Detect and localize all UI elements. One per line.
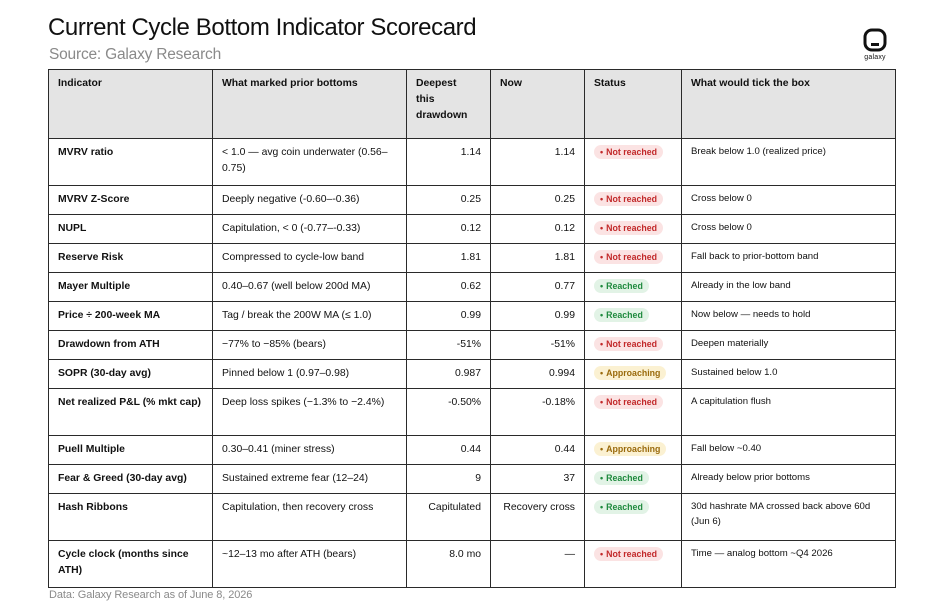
indicator-cell: Drawdown from ATH (49, 331, 213, 360)
now-cell: 0.12 (491, 215, 585, 244)
indicator-cell: Net realized P&L (% mkt cap) (49, 389, 213, 436)
tick-the-box-cell: Fall back to prior-bottom band (682, 244, 896, 273)
status-badge (594, 308, 649, 322)
status-badge (594, 547, 663, 561)
tick-the-box-cell: Already in the low band (682, 273, 896, 302)
tick-the-box-cell: Cross below 0 (682, 186, 896, 215)
status-badge (594, 192, 663, 206)
status-dot-icon: • (600, 281, 604, 291)
status-label: Not reached (606, 223, 657, 233)
indicator-cell: MVRV ratio (49, 139, 213, 186)
status-badge (594, 471, 649, 485)
tick-the-box-cell: Break below 1.0 (realized price) (682, 139, 896, 186)
status-label: Not reached (606, 252, 657, 262)
status-label: Approaching (606, 368, 661, 378)
now-cell: 1.14 (491, 139, 585, 186)
now-cell: 1.81 (491, 244, 585, 273)
footnote: Data: Galaxy Research as of June 8, 2026 (49, 589, 253, 601)
column-header-now: Now (491, 70, 585, 139)
status-cell (585, 436, 682, 465)
status-label: Not reached (606, 147, 657, 157)
now-cell: Recovery cross (491, 494, 585, 541)
status-badge (594, 279, 649, 293)
table-row (49, 541, 896, 588)
prior-bottom-cell: Deeply negative (-0.60–-0.36) (213, 186, 407, 215)
tick-the-box-cell: Time — analog bottom ~Q4 2026 (682, 541, 896, 588)
table-row (49, 436, 896, 465)
now-cell: 0.77 (491, 273, 585, 302)
now-cell: — (491, 541, 585, 588)
status-dot-icon: • (600, 473, 604, 483)
status-label: Approaching (606, 444, 661, 454)
table-row (49, 215, 896, 244)
now-cell: 0.99 (491, 302, 585, 331)
deepest-cell: -51% (407, 331, 491, 360)
status-cell (585, 186, 682, 215)
status-badge (594, 366, 666, 380)
status-label: Not reached (606, 339, 657, 349)
tick-the-box-cell: Fall below ~0.40 (682, 436, 896, 465)
galaxy-logo-icon (863, 28, 887, 52)
indicator-cell: Hash Ribbons (49, 494, 213, 541)
prior-bottom-cell: < 1.0 — avg coin underwater (0.56–0.75) (213, 139, 407, 186)
status-badge (594, 500, 649, 514)
table-row (49, 360, 896, 389)
column-header-indicator: Indicator (49, 70, 213, 139)
indicator-cell: Cycle clock (months since ATH) (49, 541, 213, 588)
status-badge (594, 395, 663, 409)
status-dot-icon: • (600, 252, 604, 262)
indicator-cell: NUPL (49, 215, 213, 244)
status-badge (594, 337, 663, 351)
status-badge (594, 442, 666, 456)
tick-the-box-cell: Cross below 0 (682, 215, 896, 244)
prior-bottom-cell: ~12–13 mo after ATH (bears) (213, 541, 407, 588)
status-dot-icon: • (600, 194, 604, 204)
tick-the-box-cell: 30d hashrate MA crossed back above 60d (Jun 6) (682, 494, 896, 541)
status-dot-icon: • (600, 368, 604, 378)
now-cell: 0.25 (491, 186, 585, 215)
indicator-cell: Puell Multiple (49, 436, 213, 465)
tick-the-box-cell: Already below prior bottoms (682, 465, 896, 494)
now-cell: 37 (491, 465, 585, 494)
page-title: Current Cycle Bottom Indicator Scorecard (48, 14, 477, 41)
page-subtitle: Source: Galaxy Research (49, 46, 222, 63)
status-cell (585, 139, 682, 186)
status-label: Reached (606, 281, 643, 291)
table-row (49, 273, 896, 302)
prior-bottom-cell: 0.40–0.67 (well below 200d MA) (213, 273, 407, 302)
prior-bottom-cell: Compressed to cycle-low band (213, 244, 407, 273)
status-cell (585, 541, 682, 588)
tick-the-box-cell: Now below — needs to hold (682, 302, 896, 331)
status-badge (594, 221, 663, 235)
deepest-cell: 0.12 (407, 215, 491, 244)
prior-bottom-cell: Sustained extreme fear (12–24) (213, 465, 407, 494)
status-cell (585, 302, 682, 331)
table-row (49, 465, 896, 494)
deepest-cell: 0.62 (407, 273, 491, 302)
deepest-cell: 8.0 mo (407, 541, 491, 588)
status-cell (585, 360, 682, 389)
indicator-cell: SOPR (30-day avg) (49, 360, 213, 389)
status-cell (585, 215, 682, 244)
prior-bottom-cell: 0.30–0.41 (miner stress) (213, 436, 407, 465)
indicator-cell: Price ÷ 200-week MA (49, 302, 213, 331)
table-row (49, 139, 896, 186)
prior-bottom-cell: Capitulation, < 0 (-0.77–-0.33) (213, 215, 407, 244)
tick-the-box-cell: Sustained below 1.0 (682, 360, 896, 389)
status-cell (585, 494, 682, 541)
deepest-cell: -0.50% (407, 389, 491, 436)
indicator-cell: Reserve Risk (49, 244, 213, 273)
now-cell: 0.994 (491, 360, 585, 389)
status-dot-icon: • (600, 549, 604, 559)
deepest-cell: 0.99 (407, 302, 491, 331)
galaxy-logo (858, 28, 892, 61)
scorecard-table (48, 69, 896, 588)
prior-bottom-cell: Pinned below 1 (0.97–0.98) (213, 360, 407, 389)
column-header-status: Status (585, 70, 682, 139)
status-dot-icon: • (600, 339, 604, 349)
status-label: Not reached (606, 194, 657, 204)
status-cell (585, 331, 682, 360)
status-dot-icon: • (600, 444, 604, 454)
status-label: Reached (606, 473, 643, 483)
tick-the-box-cell: Deepen materially (682, 331, 896, 360)
prior-bottom-cell: Deep loss spikes (−1.3% to −2.4%) (213, 389, 407, 436)
status-dot-icon: • (600, 147, 604, 157)
now-cell: 0.44 (491, 436, 585, 465)
status-label: Not reached (606, 397, 657, 407)
prior-bottom-cell: Capitulation, then recovery cross (213, 494, 407, 541)
logo-text: galaxy (864, 54, 886, 61)
status-badge (594, 250, 663, 264)
status-dot-icon: • (600, 223, 604, 233)
now-cell: -0.18% (491, 389, 585, 436)
deepest-cell: 1.81 (407, 244, 491, 273)
indicator-cell: Mayer Multiple (49, 273, 213, 302)
status-cell (585, 244, 682, 273)
deepest-cell: Capitulated (407, 494, 491, 541)
table-row (49, 389, 896, 436)
deepest-cell: 9 (407, 465, 491, 494)
status-cell (585, 389, 682, 436)
status-dot-icon: • (600, 397, 604, 407)
status-dot-icon: • (600, 502, 604, 512)
status-label: Reached (606, 502, 643, 512)
column-header-prior-bottoms: What marked prior bottoms (213, 70, 407, 139)
table-row (49, 331, 896, 360)
status-cell (585, 465, 682, 494)
deepest-cell: 1.14 (407, 139, 491, 186)
tick-the-box-cell: A capitulation flush (682, 389, 896, 436)
status-cell (585, 273, 682, 302)
indicator-cell: MVRV Z-Score (49, 186, 213, 215)
column-header-deepest: Deepest this drawdown (407, 70, 491, 139)
status-badge (594, 145, 663, 159)
table-row (49, 244, 896, 273)
status-label: Reached (606, 310, 643, 320)
deepest-cell: 0.44 (407, 436, 491, 465)
table-header-row (49, 70, 896, 139)
prior-bottom-cell: −77% to −85% (bears) (213, 331, 407, 360)
deepest-cell: 0.987 (407, 360, 491, 389)
table-row (49, 494, 896, 541)
table-row (49, 186, 896, 215)
prior-bottom-cell: Tag / break the 200W MA (≤ 1.0) (213, 302, 407, 331)
deepest-cell: 0.25 (407, 186, 491, 215)
status-label: Not reached (606, 549, 657, 559)
column-header-tick: What would tick the box (682, 70, 896, 139)
now-cell: -51% (491, 331, 585, 360)
status-dot-icon: • (600, 310, 604, 320)
table-row (49, 302, 896, 331)
indicator-cell: Fear & Greed (30-day avg) (49, 465, 213, 494)
